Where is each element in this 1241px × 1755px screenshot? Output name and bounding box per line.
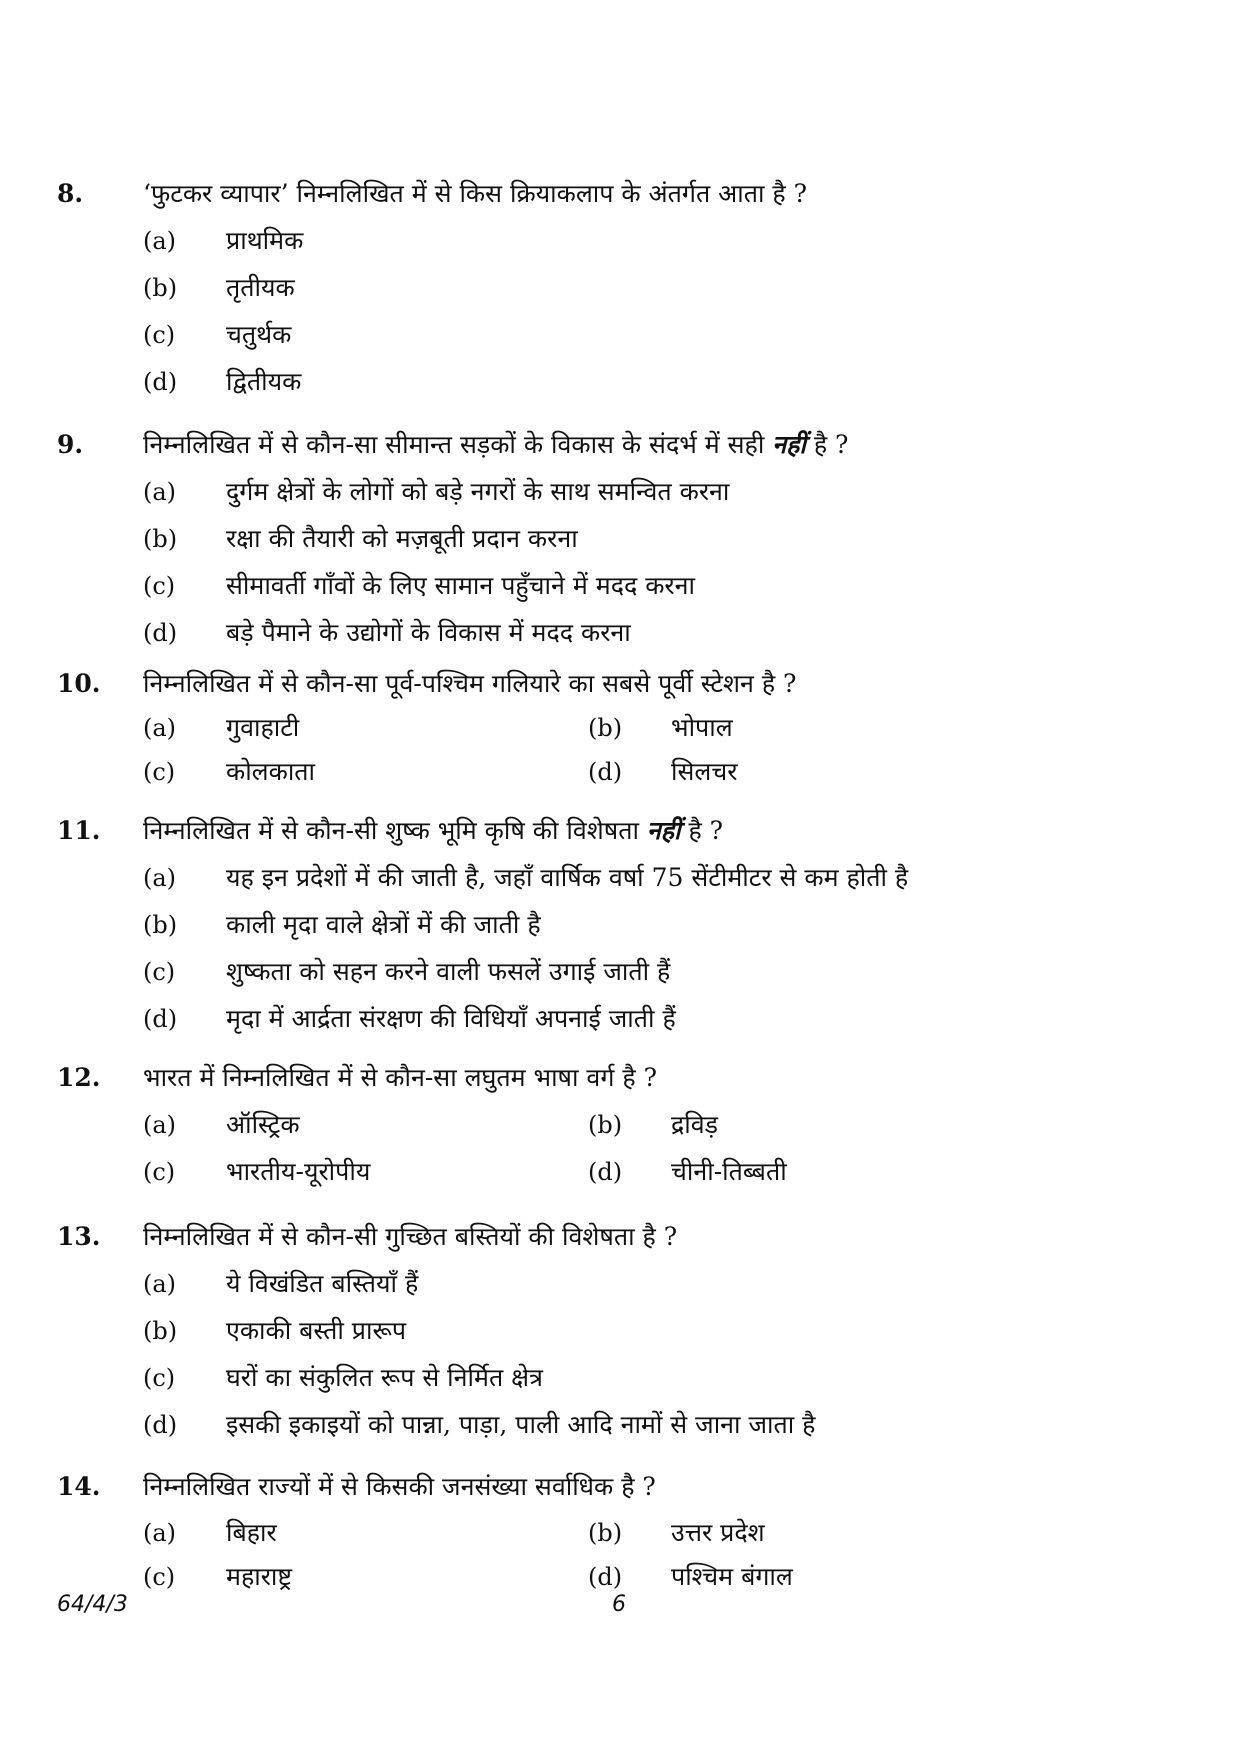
option-text: ये विखंडित बस्तियाँ हैं — [226, 1269, 419, 1298]
option-text: भोपाल — [671, 713, 733, 742]
paper-code: 64/4/3 — [57, 1592, 128, 1617]
option-label: (a) — [143, 1111, 177, 1139]
option-text: तृतीयक — [226, 273, 295, 302]
option-label: (b) — [588, 1519, 623, 1547]
question-text-end: है ? — [680, 816, 724, 845]
question-text — [143, 428, 848, 462]
option-label: (a) — [143, 1519, 177, 1547]
option-label: (d) — [588, 1158, 623, 1186]
question-number: 12. — [57, 1063, 101, 1092]
option-label: (c) — [143, 758, 176, 786]
option-label: (a) — [143, 714, 177, 742]
option-label: (b) — [143, 1317, 178, 1345]
option-label: (d) — [143, 368, 178, 396]
option-text: दुर्गम क्षेत्रों के लोगों को बड़े नगरों के साथ समन्वित करना — [226, 477, 730, 506]
option-text: ऑस्ट्रिक — [226, 1110, 300, 1139]
option-label: (b) — [588, 1111, 623, 1139]
option-text: एकाकी बस्ती प्रारूप — [226, 1316, 407, 1345]
option-text: घरों का संकुलित रूप से निर्मित क्षेत्र — [226, 1363, 543, 1392]
option-label: (c) — [143, 321, 176, 349]
question-text: निम्नलिखित में से कौन-सा पूर्व-पश्चिम गलियारे का सबसे पूर्वी स्टेशन है ? — [143, 669, 797, 698]
option-label: (d) — [143, 619, 178, 647]
option-text: द्वितीयक — [226, 367, 302, 396]
question-text-start: निम्नलिखित में से कौन-सा सीमान्त सड़कों के विकास के संदर्भ में सही — [143, 430, 773, 459]
question-number: 14. — [57, 1472, 101, 1501]
question-number: 13. — [57, 1222, 101, 1251]
option-label: (b) — [143, 525, 178, 553]
option-text: रक्षा की तैयारी को मज़बूती प्रदान करना — [226, 524, 578, 553]
option-text: इसकी इकाइयों को पान्ना, पाड़ा, पाली आदि नामों से जाना जाता है — [226, 1410, 816, 1439]
question-number: 9. — [57, 430, 84, 459]
option-label: (b) — [143, 911, 178, 939]
question-text — [143, 814, 723, 848]
option-text: मृदा में आर्द्रता संरक्षण की विधियाँ अपनाई जाती हैं — [226, 1004, 676, 1033]
question-text: भारत में निम्नलिखित में से कौन-सा लघुतम भाषा वर्ग है ? — [143, 1063, 657, 1092]
option-label: (a) — [143, 227, 177, 255]
option-text: प्राथमिक — [226, 226, 304, 255]
option-text: चतुर्थक — [226, 320, 292, 349]
option-text: बड़े पैमाने के उद्योगों के विकास में मदद करना — [226, 618, 631, 647]
option-text: भारतीय-यूरोपीय — [226, 1157, 371, 1186]
page-number: 6 — [612, 1592, 626, 1617]
option-text: काली मृदा वाले क्षेत्रों में की जाती है — [226, 910, 541, 939]
option-text: पश्चिम बंगाल — [671, 1562, 793, 1591]
question-text: ‘फुटकर व्यापार’ निम्नलिखित में से किस क्रियाकलाप के अंतर्गत आता है ? — [143, 179, 808, 208]
option-text: शुष्कता को सहन करने वाली फसलें उगाई जाती हैं — [226, 957, 671, 986]
option-label: (c) — [143, 1364, 176, 1392]
option-text: बिहार — [226, 1518, 277, 1547]
question-text: निम्नलिखित राज्यों में से किसकी जनसंख्या सर्वाधिक है ? — [143, 1472, 656, 1501]
option-label: (b) — [588, 714, 623, 742]
option-label: (c) — [143, 958, 176, 986]
option-label: (b) — [143, 274, 178, 302]
question-number: 8. — [57, 179, 84, 208]
option-label: (c) — [143, 1563, 176, 1591]
option-label: (a) — [143, 1270, 177, 1298]
option-text: चीनी-तिब्बती — [671, 1157, 787, 1186]
question-text-start: निम्नलिखित में से कौन-सी शुष्क भूमि कृषि की विशेषता — [143, 816, 647, 845]
option-text: द्रविड़ — [671, 1110, 719, 1139]
question-text: निम्नलिखित में से कौन-सी गुच्छित बस्तियों की विशेषता है ? — [143, 1222, 678, 1251]
option-text: गुवाहाटी — [226, 713, 300, 742]
option-text: यह इन प्रदेशों में की जाती है, जहाँ वार्षिक वर्षा 75 सेंटीमीटर से कम होती है — [226, 863, 909, 892]
option-label: (a) — [143, 478, 177, 506]
question-text-end: है ? — [805, 430, 849, 459]
option-label: (d) — [143, 1411, 178, 1439]
option-label: (d) — [588, 1563, 623, 1591]
option-text: कोलकाता — [226, 757, 316, 786]
option-label: (d) — [143, 1005, 178, 1033]
option-label: (d) — [588, 758, 623, 786]
emphasis-text: नहीं — [772, 430, 806, 459]
emphasis-text: नहीं — [646, 816, 681, 845]
option-text: सीमावर्ती गाँवों के लिए सामान पहुँचाने में मदद करना — [226, 571, 695, 600]
option-text: सिलचर — [671, 757, 738, 786]
option-label: (c) — [143, 1158, 176, 1186]
option-text: महाराष्ट्र — [226, 1562, 293, 1591]
option-text: उत्तर प्रदेश — [671, 1518, 765, 1547]
question-number: 11. — [57, 816, 101, 845]
option-label: (a) — [143, 864, 177, 892]
question-number: 10. — [57, 669, 101, 698]
option-label: (c) — [143, 572, 176, 600]
